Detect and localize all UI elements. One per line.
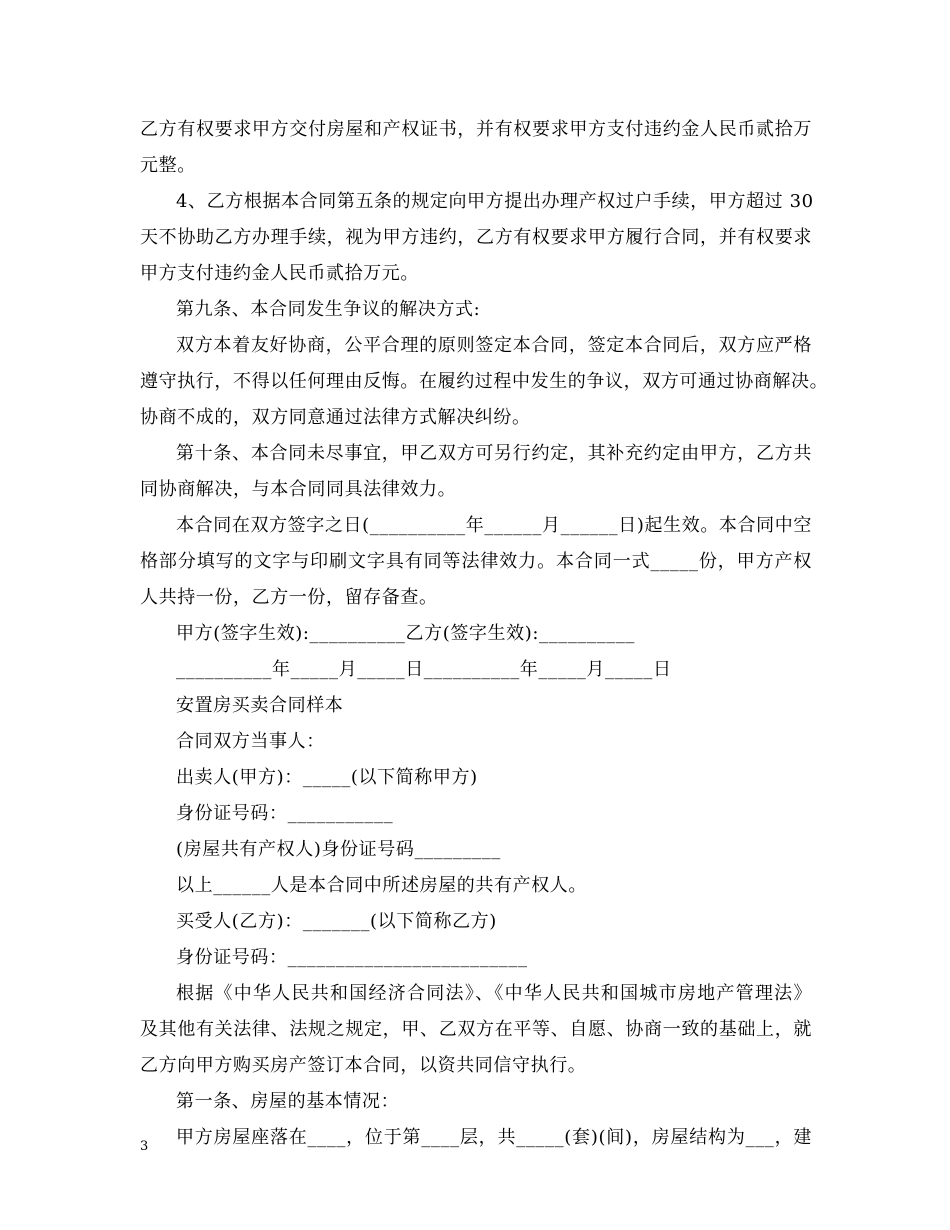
text-line-18: 合同双方当事人：: [176, 731, 325, 752]
buyer-line: 买受人(乙方)：_______(以下简称乙方): [176, 911, 497, 932]
signature-date-line: __________年_____月_____日__________年_____月_____日: [176, 659, 672, 680]
buyer-id-line: 身份证号码：_________________________: [176, 947, 528, 968]
page-number: 3: [140, 1139, 149, 1154]
text-line-11: 同协商解决，与本合同同具法律效力。: [140, 479, 457, 500]
text-line-27: 乙方向甲方购买房产签订本合同，以资共同信守执行。: [140, 1055, 587, 1076]
text-line-7: 双方本着友好协商，公平合理的原则签定本合同，签定本合同后，双方应严格: [176, 335, 812, 356]
signature-line: 甲方(签字生效):__________乙方(签字生效):__________: [176, 623, 636, 644]
text-line-1: 乙方有权要求甲方交付房屋和产权证书，并有权要求甲方支付违约金人民币贰拾万: [140, 119, 812, 140]
text-line-5: 甲方支付违约金人民币贰拾万元。: [140, 263, 419, 284]
text-line-6: 第九条、本合同发生争议的解决方式:: [176, 299, 481, 320]
section-heading: 第一条、房屋的基本情况：: [176, 1091, 400, 1112]
text-line-14: 人共持一份，乙方一份，留存备查。: [140, 587, 438, 608]
seller-line: 出卖人(甲方)：_____(以下简称甲方): [176, 767, 478, 788]
text-line-10: 第十条、本合同未尽事宜，甲乙双方可另行约定，其补充约定由甲方，乙方共: [176, 443, 812, 464]
text-line-4: 天不协助乙方办理手续，视为甲方违约，乙方有权要求甲方履行合同，并有权要求: [140, 227, 812, 248]
text-line-3: 4、乙方根据本合同第五条的规定向甲方提出办理产权过户手续，甲方超过 30: [176, 191, 814, 212]
text-line-26: 及其他有关法律、法规之规定，甲、乙双方在平等、自愿、协商一致的基础上，就: [140, 1019, 812, 1040]
text-line-8: 遵守执行，不得以任何理由反悔。在履约过程中发生的争议，双方可通过协商解决。: [140, 371, 829, 392]
text-line-25: 根据《中华人民共和国经济合同法》、《中华人民共和国城市房地产管理法》: [176, 983, 812, 1004]
text-line-12: 本合同在双方签字之日(__________年______月______日)起生效。本合同中空: [176, 515, 812, 536]
contract-title: 安置房买卖合同样本: [176, 695, 344, 716]
text-line-29: 甲方房屋座落在____，位于第____层，共_____(套)(间)，房屋结构为___，建: [176, 1127, 812, 1148]
text-line-13: 格部分填写的文字与印刷文字具有同等法律效力。本合同一式_____份，甲方产权: [140, 551, 812, 572]
co-owner-count-line: 以上______人是本合同中所述房屋的共有产权人。: [176, 875, 587, 896]
text-line-2: 元整。: [140, 155, 196, 176]
seller-id-line: 身份证号码：___________: [176, 803, 394, 824]
co-owner-id-line: (房屋共有产权人)身份证号码_________: [176, 839, 501, 860]
text-line-9: 协商不成的，双方同意通过法律方式解决纠纷。: [140, 407, 531, 428]
